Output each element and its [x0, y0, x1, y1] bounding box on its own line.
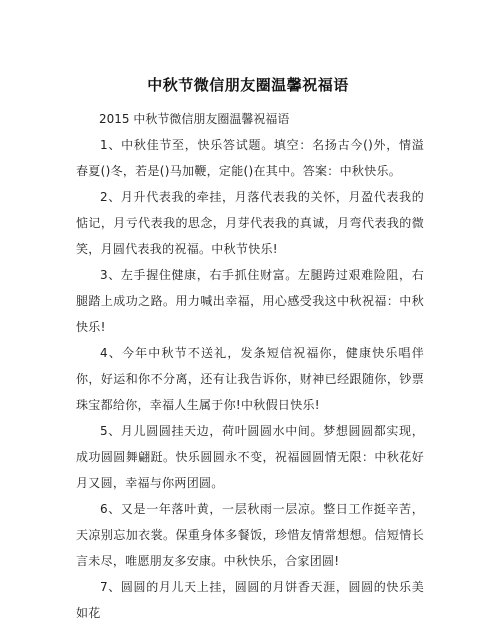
document-subtitle: 2015 中秋节微信朋友圈温馨祝福语	[99, 112, 290, 126]
document-title: 中秋节微信朋友圈温馨祝福语	[147, 76, 349, 94]
paragraph-6: 6、又是一年落叶黄，一层秋雨一层凉。整日工作挺辛苦，天凉别忘加衣裳。保重身体多餐饭，珍惜友情常想想。信短情长言未尽，唯愿朋友多安康。中秋快乐，合家团圆!	[76, 502, 424, 568]
document-body	[76, 132, 424, 626]
paragraph-3: 3、左手握住健康，右手抓住财富。左腿跨过艰难险阻，右腿踏上成功之路。用力喊出幸福，用心感受我这中秋祝福：中秋快乐!	[76, 268, 424, 334]
paragraph-1: 1、中秋佳节至，快乐答试题。填空：名扬古今()外，情溢春夏()冬，若是()马加鞭，定能()在其中。答案：中秋快乐。	[76, 138, 424, 178]
paragraph-4: 4、今年中秋节不送礼，发条短信祝福你，健康快乐唱伴你，好运和你不分离，还有让我告诉你，财神已经跟随你，钞票珠宝都给你，幸福人生属于你!中秋假日快乐!	[76, 346, 424, 412]
paragraph-2: 2、月升代表我的牵挂，月落代表我的关怀，月盈代表我的惦记，月亏代表我的思念，月芽代表我的真诚，月弯代表我的微笑，月圆代表我的祝福。中秋节快乐!	[76, 190, 424, 256]
paragraph-7: 7、圆圆的月儿天上挂，圆圆的月饼香天涯，圆圆的快乐美如花	[76, 580, 424, 620]
paragraph-5: 5、月儿圆圆挂天边，荷叶圆圆水中间。梦想圆圆都实现，成功圆圆舞翩跹。快乐圆圆永不变，祝福圆圆情无限：中秋花好月又圆，幸福与你两团圆。	[76, 424, 424, 490]
